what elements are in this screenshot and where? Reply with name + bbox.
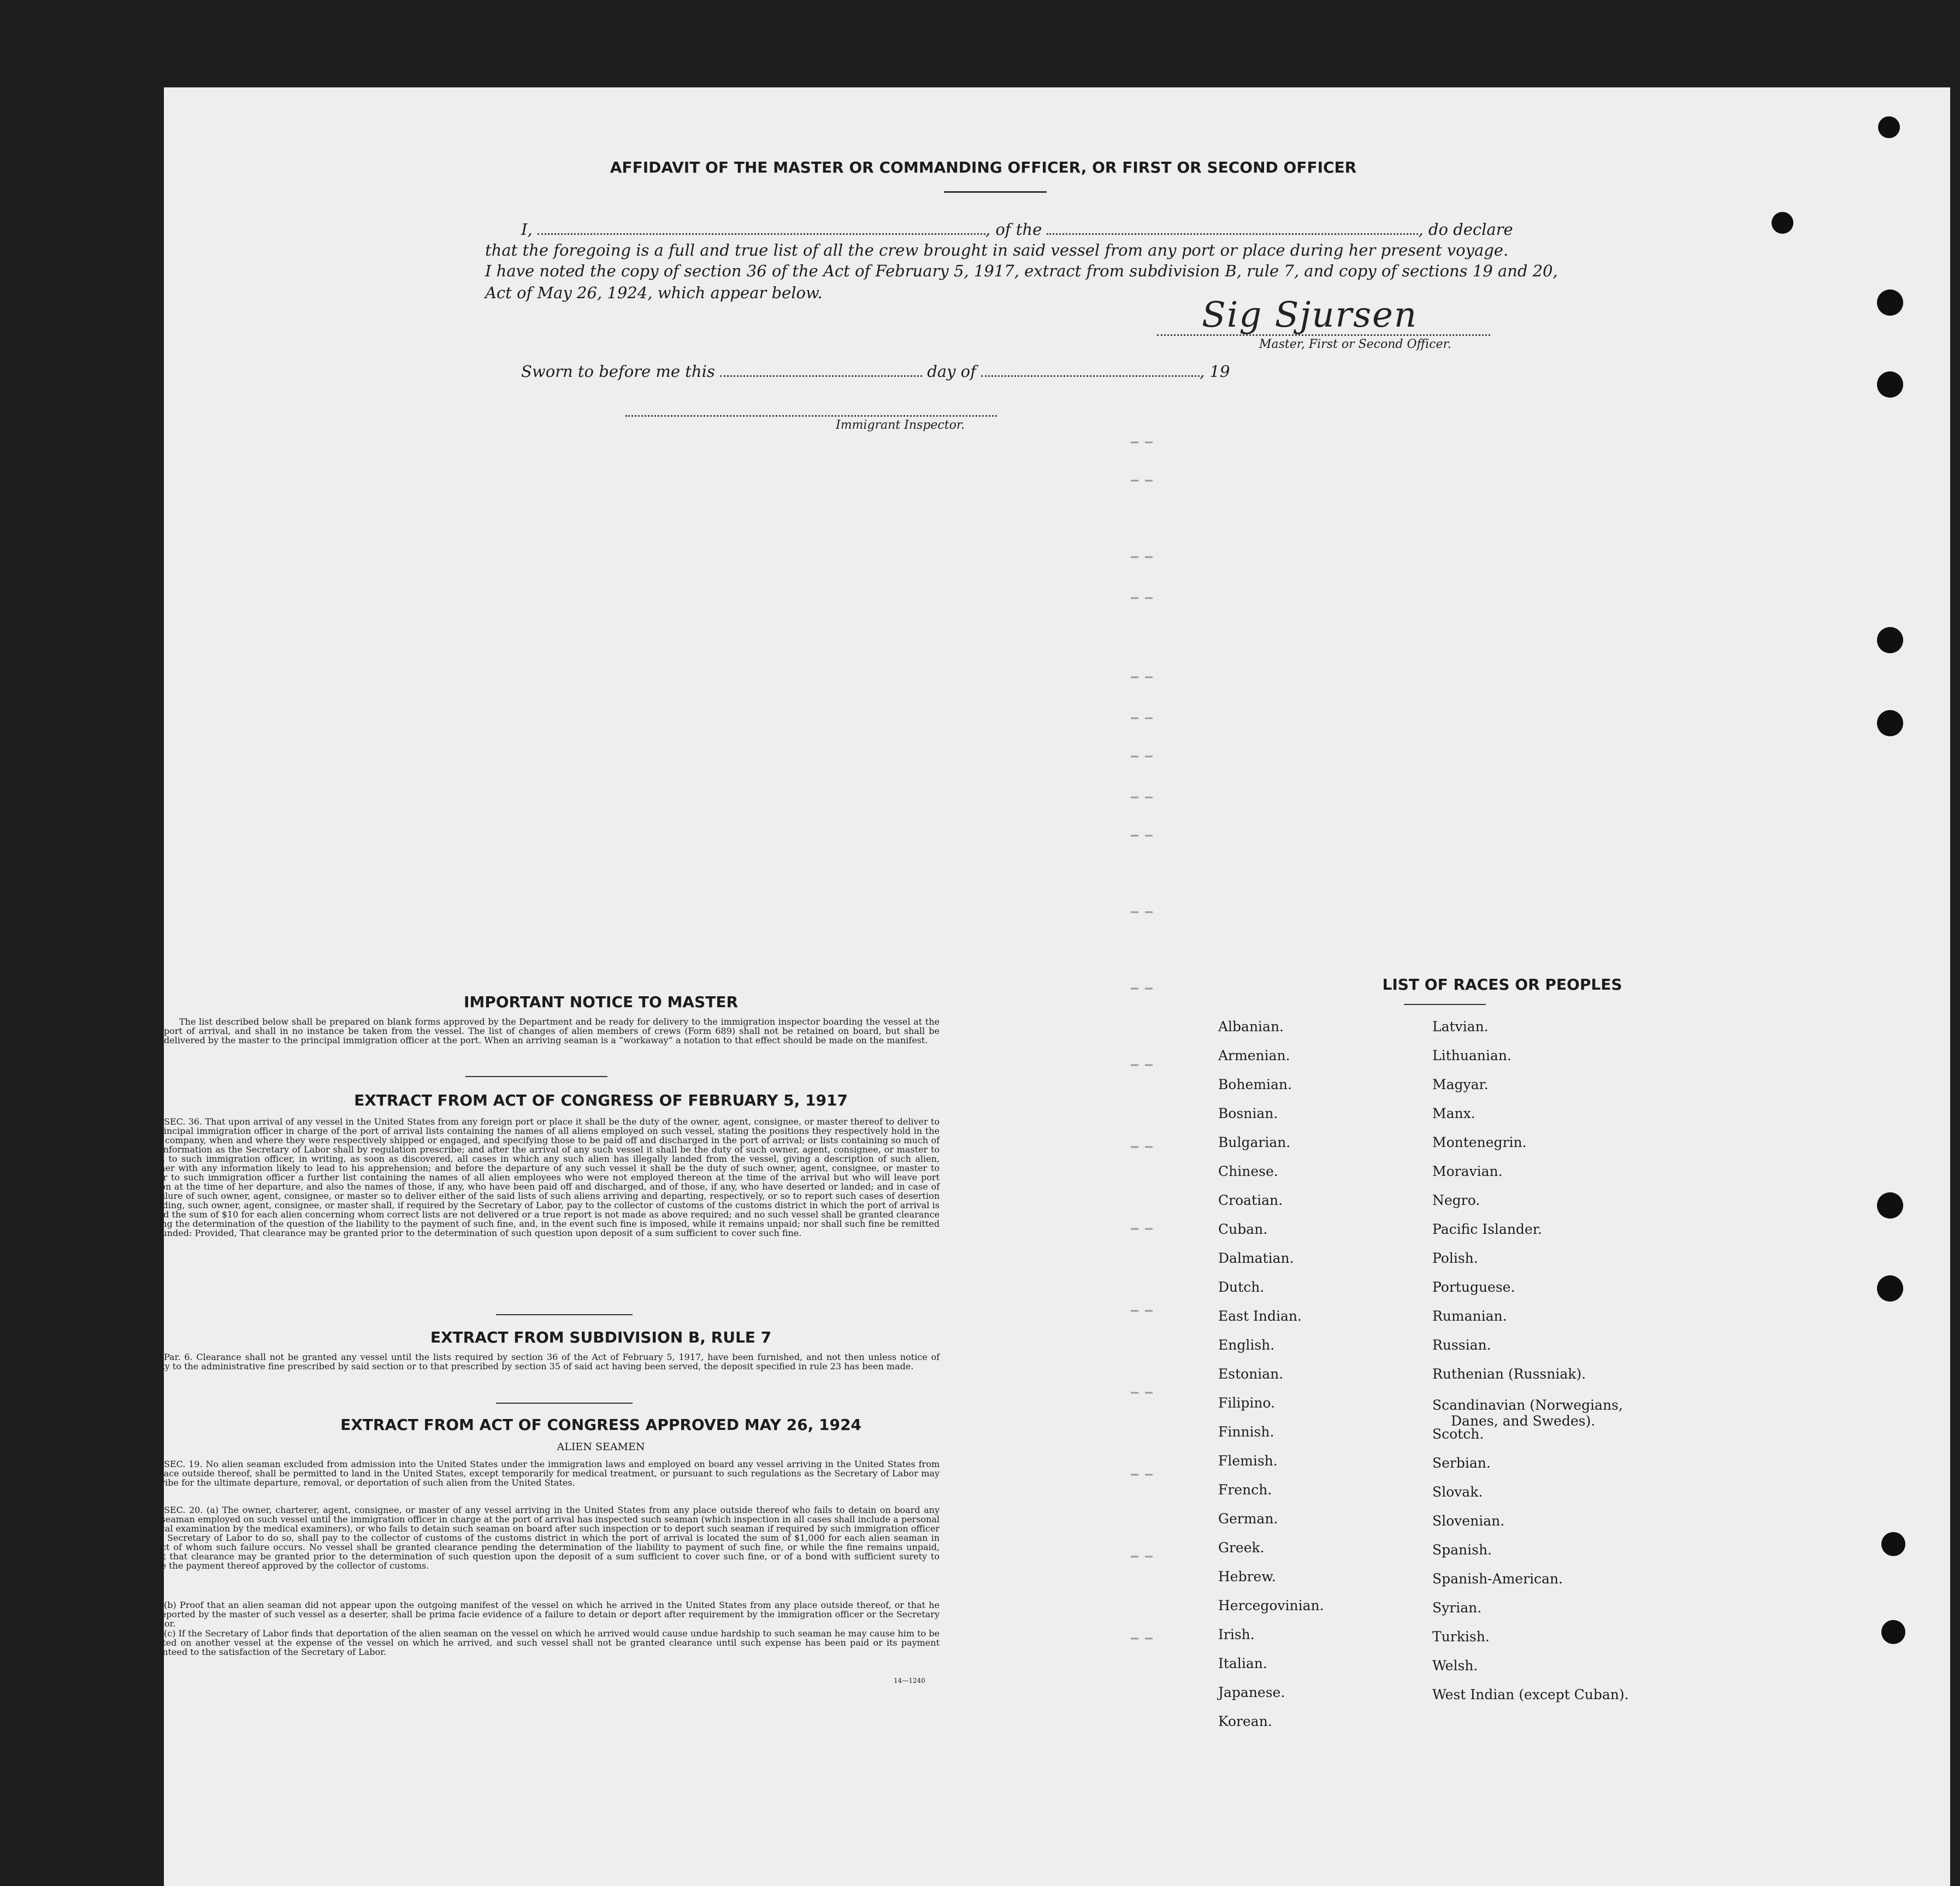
punch-hole <box>1881 1532 1905 1556</box>
race-item: Russian. <box>1432 1337 1491 1353</box>
race-item: Flemish. <box>1218 1453 1278 1469</box>
affidavit-line-2: that the foregoing is a full and true list of all the crew brought in said vessel from any port or place during her present voyage. <box>485 241 1509 259</box>
races-heading-rule <box>1404 1004 1486 1005</box>
race-item: Montenegrin. <box>1432 1134 1527 1150</box>
vessel-blank[interactable] <box>1047 221 1418 235</box>
center-fold-marks <box>1125 437 1169 1748</box>
race-item: Dutch. <box>1218 1279 1265 1295</box>
notice-body: The list described below shall be prepared on blank forms approved by the Department and be ready for delivery to the immigration inspector boarding the vessel at the port of arrival, and shall in no instance be taken from the vessel. The list of changes of alien members of crews (Form 689) shall not be retained on board, but shall be delivered by the master to the principal immigration officer at the port. When an arriving seaman is a “workaway” a notation to that effect should be made on the manifest. <box>164 1016 940 1045</box>
race-item <box>1432 1397 1629 1429</box>
race-item: Filipino. <box>1218 1395 1275 1411</box>
notice-heading: IMPORTANT NOTICE TO MASTER <box>463 993 739 1011</box>
inspector-signature-line <box>625 415 997 417</box>
extract-rule7-heading: EXTRACT FROM SUBDIVISION B, RULE 7 <box>430 1328 772 1346</box>
extract-1917-rule <box>496 1314 633 1315</box>
notice-rule <box>465 1076 607 1077</box>
punch-hole <box>1878 116 1900 138</box>
sworn-label: Sworn to before me this <box>521 362 715 381</box>
races-heading: LIST OF RACES OR PEOPLES <box>1382 975 1622 994</box>
race-item: Chinese. <box>1218 1163 1278 1179</box>
race-item: Negro. <box>1432 1192 1480 1208</box>
extract-rule7-rule <box>496 1403 633 1404</box>
day-of-label: day of <box>927 362 976 381</box>
race-item: Japanese. <box>1218 1684 1285 1700</box>
sworn-line <box>485 362 1512 381</box>
punch-hole <box>1877 289 1903 316</box>
race-item: Pacific Islander. <box>1432 1221 1542 1237</box>
race-item: Polish. <box>1432 1250 1478 1266</box>
race-item: Scotch. <box>1432 1426 1484 1442</box>
race-item: Finnish. <box>1218 1424 1274 1440</box>
affidavit-line-4: Act of May 26, 1924, which appear below. <box>485 283 823 302</box>
sec20c-body: (c) If the Secretary of Labor finds that deportation of the alien seaman on the vessel on which he arrived would cause undue hardship to such seaman he may cause him to be deported on another vessel at the expense of the vessel on which he arrived, and such vessel shall not be granted clearance until such expense has been paid or its payment guaranteed to the satisfaction of the Secretary of Labor. <box>137 1628 940 1657</box>
affidavit-i-label: I, <box>521 220 533 239</box>
races-left-column <box>1218 1019 1324 1742</box>
sec20a-body: SEC. 20. (a) The owner, charterer, agent, consignee, or master of any vessel arriving in the United States from any place outside thereof who fails to detain on board any alien seaman employed on such vessel until the immigration officer in charge at the port of arrival has inspected such seaman (which inspection in all cases shall include a personal physical examination by the medical examiners), or who fails to detain such seaman on board after such inspection or to deport such seaman if required by such immigration officer or the Secretary of Labor to do so, shall pay to the collector of customs of the customs district in which the port of arrival is located the sum of $1,000 for each alien seaman in respect of whom such failure occurs. No vessel shall be granted clearance pending the determination of the liability to payment of such fine, or while the fine remains unpaid, except that clearance may be granted prior to the determination of such question upon the deposit of a sum sufficient to cover such fine, or of a bond with sufficient surety to secure the payment thereof approved by the collector of customs. <box>137 1505 940 1571</box>
race-item: Portuguese. <box>1432 1279 1515 1295</box>
punch-hole <box>1877 371 1903 398</box>
inspector-caption: Immigrant Inspector. <box>836 418 965 432</box>
affidavit-line-3: I have noted the copy of section 36 of the Act of February 5, 1917, extract from subdivision B, rule 7, and copy of sections 19 and 20, <box>485 262 1558 280</box>
race-item: Armenian. <box>1218 1048 1290 1063</box>
race-item: East Indian. <box>1218 1308 1302 1324</box>
extract-1917-body: SEC. 36. That upon arrival of any vessel in the United States from any foreign port or place it shall be the duty of the owner, agent, consignee, or master thereof to deliver to the principal immigration officer in charge of the port of arrival lists containing the names of all aliens employed on such vessel, stating the positions they respectively hold in the ship's company, when and where they were respectively shipped or engaged, and specifying those to be paid off and discharged in the port of arrival; or lists containing so much of such information as the Secretary of Labor shall by regulation prescribe; and after the arrival of any such vessel it shall be the duty of such owner, agent, consignee, or master to report to such immigration officer, in writing, as soon as discovered, all cases in which any such alien has illegally landed from the vessel, giving a description of such alien, together with any information likely to lead to his apprehension; and before the departure of any such vessel it shall be the duty of such owner, agent, consignee, or master to deliver to such immigration officer a further list containing the names of all alien employees who were not employed thereon at the time of the arrival but who will leave port thereon at the time of her departure, and also the names of those, if any, who have been paid off and discharged, and of those, if any, who have deserted or landed; and in case of the failure of such owner, agent, consignee, or master so to deliver either of the said lists of such aliens arriving and departing, respectively, or so to report such cases of desertion or landing, such owner, agent, consignee, or master shall, if required by the Secretary of Labor, pay to the collector of customs of the customs district in which the port of arrival is located the sum of $10 for each alien concerning whom correct lists are not delivered or a true report is not made as above required; and no such vessel shall be granted clearance pending the determination of the question of the liability to the payment of such fine, and, in the event such fine is imposed, while it remains unpaid; nor shall such fine be remitted or refunded: Provided, That clearance may be granted prior to the determination of such question upon deposit of a sum sufficient to cover such fine. <box>137 1116 940 1238</box>
alien-seamen-subheading: ALIEN SEAMEN <box>557 1441 645 1453</box>
race-item: Welsh. <box>1432 1658 1478 1674</box>
race-item: Bosnian. <box>1218 1105 1278 1121</box>
race-item: Manx. <box>1432 1105 1475 1121</box>
race-item: Bohemian. <box>1218 1077 1292 1092</box>
race-item: Slovenian. <box>1432 1513 1505 1529</box>
race-item: English. <box>1218 1337 1275 1353</box>
race-item: Bulgarian. <box>1218 1134 1291 1150</box>
race-item: West Indian (except Cuban). <box>1432 1687 1629 1702</box>
race-item: Irish. <box>1218 1627 1255 1642</box>
race-scandinavian-cont: Danes, and Swedes). <box>1451 1413 1596 1429</box>
extract-rule7-body: Par. 6. Clearance shall not be granted any vessel until the lists required by section 36 of the Act of February 5, 1917, have been furnished, and not then unless notice of liability to the administrative fine prescribed by said section or to that prescribed by section 35 of said act having been served, the deposit specified in rule 23 has been made. <box>137 1352 940 1371</box>
race-item: Cuban. <box>1218 1221 1268 1237</box>
race-item: Magyar. <box>1432 1077 1489 1092</box>
race-item: Syrian. <box>1432 1600 1482 1616</box>
race-item: Estonian. <box>1218 1366 1284 1382</box>
race-item: Greek. <box>1218 1540 1265 1556</box>
affidavit-do-declare: , do declare <box>1418 220 1513 239</box>
race-item: German. <box>1218 1511 1278 1527</box>
race-item: Spanish-American. <box>1432 1571 1563 1587</box>
form-number: 14—1240 <box>894 1677 925 1684</box>
punch-hole <box>1877 1275 1903 1302</box>
affidavit-heading-rule <box>944 191 1047 193</box>
race-item: Serbian. <box>1432 1455 1491 1471</box>
race-scandinavian: Scandinavian (Norwegians, <box>1432 1397 1623 1413</box>
races-right-column <box>1432 1019 1629 1716</box>
race-item: Croatian. <box>1218 1192 1283 1208</box>
extract-1924-heading: EXTRACT FROM ACT OF CONGRESS APPROVED MAY 26, 1924 <box>340 1416 861 1434</box>
signature-caption: Master, First or Second Officer. <box>1259 338 1451 351</box>
punch-hole <box>1877 627 1903 653</box>
race-item: Moravian. <box>1432 1163 1503 1179</box>
punch-hole <box>1772 212 1793 234</box>
race-item: Hebrew. <box>1218 1569 1276 1585</box>
race-item: Spanish. <box>1432 1542 1492 1558</box>
race-item: Lithuanian. <box>1432 1048 1512 1063</box>
race-item: Hercegovinian. <box>1218 1598 1324 1613</box>
race-item: Albanian. <box>1218 1019 1284 1034</box>
affidavit-heading: AFFIDAVIT OF THE MASTER OR COMMANDING OFFICER, OR FIRST OR SECOND OFFICER <box>610 158 1357 176</box>
race-item: Turkish. <box>1432 1629 1490 1645</box>
extract-1917-heading: EXTRACT FROM ACT OF CONGRESS OF FEBRUARY 5, 1917 <box>354 1091 848 1109</box>
year-prefix: , 19 <box>1200 362 1230 381</box>
race-item: French. <box>1218 1482 1272 1498</box>
sec19-body: SEC. 19. No alien seaman excluded from admission into the United States under the immigration laws and employed on board any vessel arriving in the United States from any place outside thereof, shall be permitted to land in the United States, except temporarily for medical treatment, or pursuant to such regulations as the Secretary of Labor may prescribe for the ultimate departure, removal, or deportation of such alien from the United States. <box>137 1459 940 1488</box>
race-item: Korean. <box>1218 1713 1272 1729</box>
race-item: Italian. <box>1218 1656 1267 1671</box>
sec20b-body: (b) Proof that an alien seaman did not appear upon the outgoing manifest of the vessel on which he arrived in the United States from any place outside thereof, or that he was reported by the master of such vessel as a deserter, shall be prima facie evidence of a failure to detain or deport after requirement by the immigration officer or the Secretary of Labor. <box>137 1600 940 1629</box>
affidavit-of-the: , of the <box>985 220 1042 239</box>
month-blank[interactable] <box>981 363 1200 377</box>
affidavit-line-1 <box>485 220 1512 239</box>
race-item: Latvian. <box>1432 1019 1489 1034</box>
race-item: Ruthenian (Russniak). <box>1432 1366 1586 1382</box>
punch-hole <box>1877 1192 1903 1219</box>
sworn-date-blank[interactable] <box>720 363 922 377</box>
punch-hole <box>1877 710 1903 736</box>
race-item: Dalmatian. <box>1218 1250 1294 1266</box>
race-item: Rumanian. <box>1432 1308 1507 1324</box>
punch-hole <box>1881 1620 1905 1644</box>
name-blank[interactable] <box>538 221 985 235</box>
race-item: Slovak. <box>1432 1484 1483 1500</box>
master-signature: Sig Sjursen <box>1202 295 1418 335</box>
